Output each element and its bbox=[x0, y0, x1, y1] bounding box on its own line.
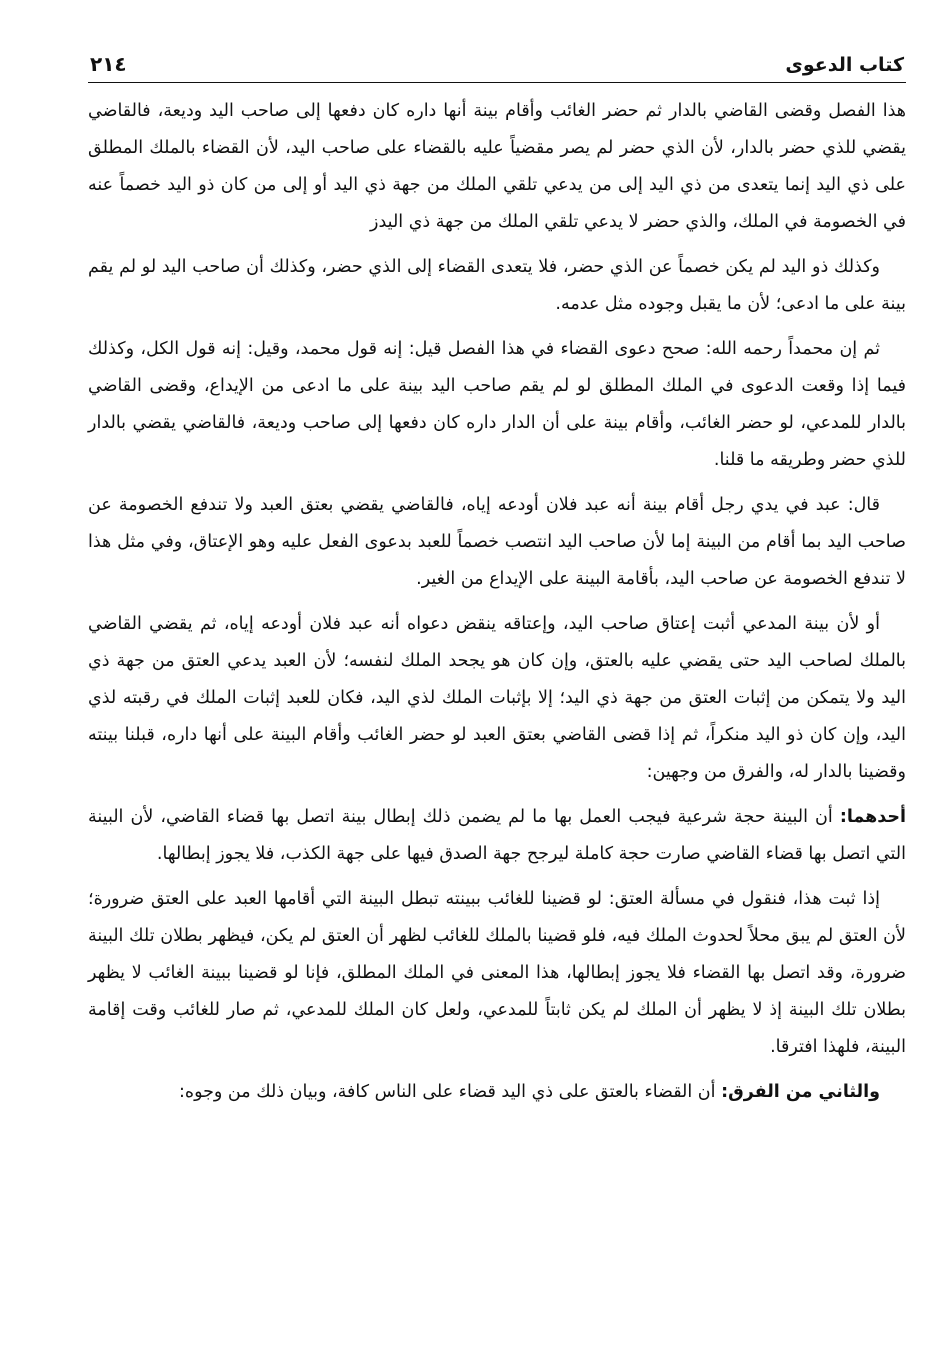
paragraph-text: قال: عبد في يدي رجل أقام بينة أنه عبد فلان أودعه إياه، فالقاضي يقضي بعتق العبد ولا تندفع الخصومة عن صاحب اليد بما أقام من البينة إما لأن صاحب اليد انتصب خصماً للعبد بدعوى الفعل عليه وهو الإعتاق، وفي مثل هذا لا تندفع الخصومة عن صاحب اليد، بأقامة البينة على الإيداع من الغير. bbox=[88, 495, 906, 589]
paragraph-text: وكذلك ذو اليد لم يكن خصماً عن الذي حضر، فلا يتعدى القضاء إلى الذي حضر، وكذلك أن صاحب اليد لو لم يقم بينة على ما ادعى؛ لأن ما يقبل وجوده مثل عدمه. bbox=[88, 257, 906, 314]
chapter-title: كتاب الدعوى bbox=[785, 54, 904, 76]
paragraph-text: إذا ثبت هذا، فنقول في مسألة العتق: لو قضينا للغائب ببينته تبطل البينة التي أقامها العبد على العتق ضرورة؛ لأن العتق لم يبق محلاً لحدوث الملك فيه، فلو قضينا بالملك للغائب لظهر أن العتق لم يكن، فيظهر بطلان تلك البينة ضرورة، وقد اتصل بها القضاء فلا يجوز إبطالها، هذا المعنى في الملك المطلق، فإنا لو قضينا ببينة الغائب لا يظهر بطلان تلك البينة إذ لا يظهر أن الملك لم يكن ثابتاً للمدعي، ولعل كان الملك للمدعي، ثم صار للغائب وقت إقامة البينة، فلهذا افترقا. bbox=[88, 889, 906, 1057]
paragraph-lead: أحدهما: bbox=[839, 807, 906, 827]
paragraph bbox=[88, 487, 906, 598]
paragraph bbox=[88, 331, 906, 479]
paragraph bbox=[88, 881, 906, 1066]
page-number: ٢١٤ bbox=[90, 52, 127, 76]
paragraph-text: أن القضاء بالعتق على ذي اليد قضاء على الناس كافة، وبيان ذلك من وجوه: bbox=[179, 1082, 722, 1102]
page-body bbox=[88, 93, 906, 1111]
book-page bbox=[88, 40, 906, 1119]
paragraph bbox=[88, 93, 906, 241]
paragraph-text: أن البينة حجة شرعية فيجب العمل بها ما لم يضمن ذلك إبطال بينة اتصل بها قضاء القاضي، لأن البينة التي اتصل بها قضاء القاضي صارت حجة كاملة ليرجح جهة الصدق فيها على جهة الكذب، فلا يجوز إبطالها. bbox=[88, 807, 906, 864]
paragraph bbox=[88, 1074, 906, 1111]
paragraph bbox=[88, 799, 906, 873]
paragraph bbox=[88, 606, 906, 791]
running-header bbox=[88, 40, 906, 83]
paragraph-lead: والثاني من الفرق: bbox=[721, 1082, 880, 1102]
paragraph-text: ثم إن محمداً رحمه الله: صحح دعوى القضاء في هذا الفصل قيل: إنه قول محمد، وقيل: إنه قول الكل، وكذلك فيما إذا وقعت الدعوى في الملك المطلق لو لم يقم صاحب اليد بينة على ما ادعى من الإيداع، وقضى القاضي بالدار للمدعي، لو حضر الغائب، وأقام بينة على أن الدار داره كان دفعها إلى صاحب وديعة، فالقاضي يقضي بالدار للذي حضر وطريقه ما قلنا. bbox=[88, 339, 906, 470]
paragraph-text: هذا الفصل وقضى القاضي بالدار ثم حضر الغائب وأقام بينة أنها داره كان دفعها إلى صاحب اليد وديعة، فالقاضي يقضي للذي حضر بالدار، لأن الذي حضر لم يصر مقضياً عليه بالقضاء على صاحب اليد، لأن القضاء بالملك المطلق على ذي اليد إنما يتعدى من ذي اليد إلى من يدعي تلقي الملك من جهة ذي اليد أو إلى من كان ذو اليد خصماً عنه في الخصومة في الملك، والذي حضر لا يدعي تلقي الملك من جهة ذي اليدز bbox=[88, 101, 906, 232]
paragraph bbox=[88, 249, 906, 323]
paragraph-text: أو لأن بينة المدعي أثبت إعتاق صاحب اليد، وإعتاقه ينقض دعواه أنه عبد فلان أودعه إياه، ثم يقضي القاضي بالملك لصاحب اليد حتى يقضي عليه بالعتق، وإن كان هو يجحد الملك لنفسه؛ لأن العبد يدعي العتق من جهة ذي اليد ولا يتمكن من إثبات العتق من جهة ذي اليد؛ إلا بإثبات الملك لذي اليد، فكان للعبد إثبات الملك في رقبته لذي اليد، وإن كان ذو اليد منكراً، ثم إذا قضى القاضي بعتق العبد لو حضر الغائب وأقام البينة على أنها داره، قبلنا بينته وقضينا بالدار له، والفرق من وجهين: bbox=[88, 614, 906, 782]
